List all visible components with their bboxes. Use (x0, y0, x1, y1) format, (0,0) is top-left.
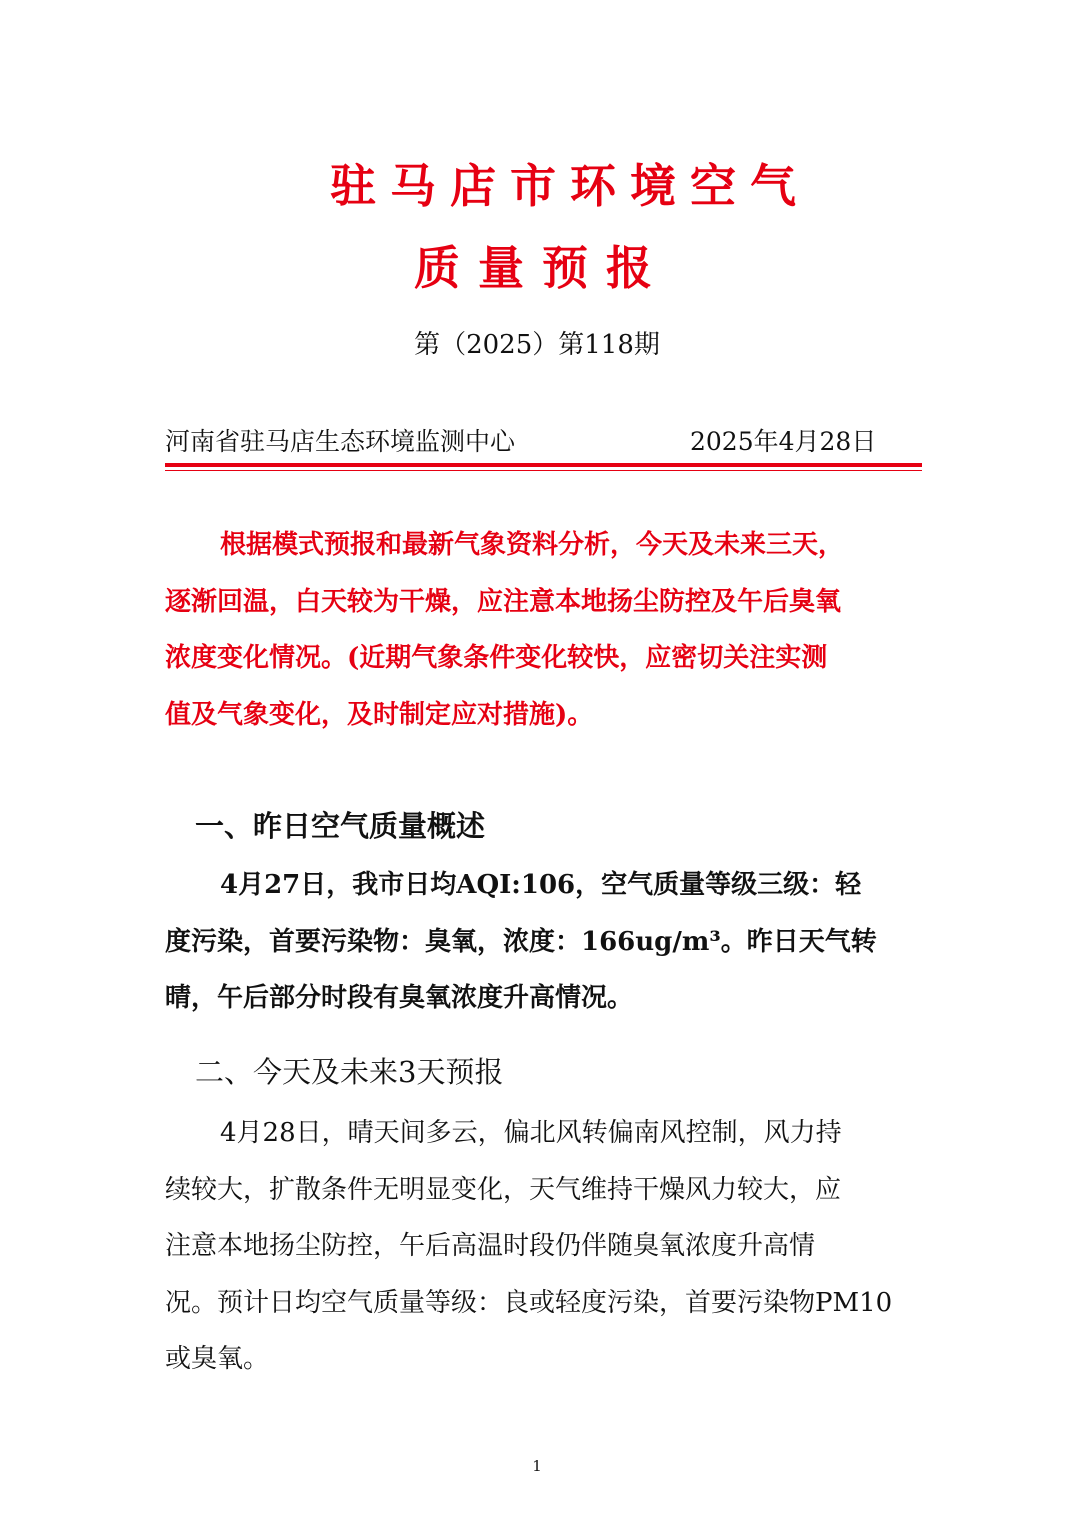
section2-line: 或臭氧。 (165, 1344, 270, 1374)
issue-number: 第（2025）第118期 (414, 330, 660, 360)
summary-line: 根据模式预报和最新气象资料分析，今天及未来三天， (220, 530, 845, 560)
header-divider-thick (165, 463, 922, 467)
section2-heading: 二、今天及未来3天预报 (195, 1055, 504, 1089)
issue-date: 2025年4月28日 (690, 427, 877, 456)
section2-paragraph (165, 1105, 915, 1388)
section2-line: 4月28日，晴天间多云，偏北风转偏南风控制，风力持 (220, 1118, 842, 1148)
section2-line: 续较大，扩散条件无明显变化，天气维持干燥风力较大，应 (165, 1174, 842, 1205)
page-number: 1 (532, 1457, 542, 1475)
summary-line: 逐渐回温，白天较为干燥，应注意本地扬尘防控及午后臭氧 (165, 586, 842, 617)
summary-line: 浓度变化情况。(近期气象条件变化较快，应密切关注实测 (165, 643, 828, 673)
issuing-organization: 河南省驻马店生态环境监测中心 (165, 427, 516, 456)
section1-paragraph (165, 857, 915, 1027)
section1-line: 度污染，首要污染物：臭氧，浓度：166ug/m³。昨日天气转 (165, 926, 877, 957)
report-title-line1: 驻马店市环境空气 (330, 159, 810, 213)
report-title-line2: 质量预报 (414, 241, 670, 295)
section1-heading: 一、昨日空气质量概述 (195, 809, 486, 843)
section1-line: 4月27日，我市日均AQI:106，空气质量等级三级：轻 (220, 870, 862, 900)
section2-line: 注意本地扬尘防控，午后高温时段仍伴随臭氧浓度升高情 (165, 1231, 816, 1261)
summary-line: 值及气象变化，及时制定应对措施)。 (165, 699, 594, 730)
section2-line: 况。预计日均空气质量等级：良或轻度污染，首要污染物PM10 (165, 1287, 893, 1318)
section1-line: 晴，午后部分时段有臭氧浓度升高情况。 (165, 983, 634, 1013)
summary-paragraph (165, 517, 915, 743)
header-divider-thin (165, 470, 922, 471)
